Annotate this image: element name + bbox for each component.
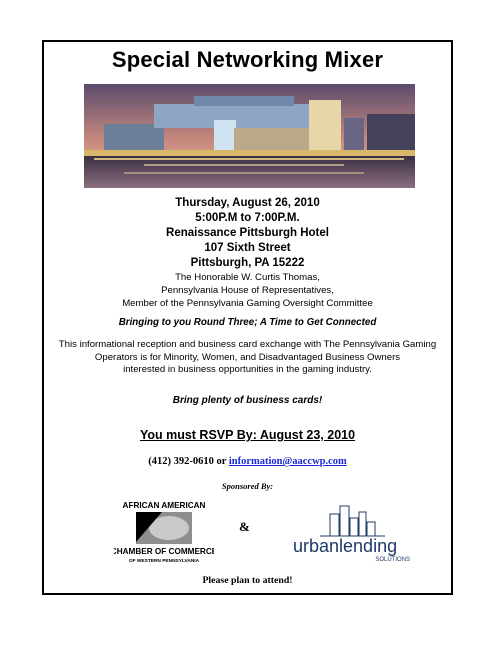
description xyxy=(44,339,451,377)
description-line: This informational reception and business card exchange with The Pennsylvania Gaming xyxy=(58,339,437,350)
honoree-line: Pennsylvania House of Representatives, xyxy=(161,285,334,296)
email-link[interactable]: information@aaccwp.com xyxy=(228,456,347,467)
urban-lending-name: urbanlending xyxy=(293,536,398,556)
flyer xyxy=(42,40,453,595)
ampersand: & xyxy=(239,519,250,534)
event-city: Pittsburgh, PA 15222 xyxy=(190,257,305,269)
event-venue: Renaissance Pittsburgh Hotel xyxy=(166,227,329,239)
flyer-title: Special Networking Mixer xyxy=(111,47,384,72)
event-street: 107 Sixth Street xyxy=(204,242,291,254)
aacc-logo-image xyxy=(114,500,214,564)
urban-lending-sub: SOLUTIONS xyxy=(375,557,410,563)
event-time: 5:00P.M to 7:00P.M. xyxy=(195,212,300,224)
sponsored-by-label: Sponsored By: xyxy=(221,481,274,491)
hotel-photo xyxy=(84,84,415,188)
honoree xyxy=(44,271,451,310)
phone-number: (412) 392-0610 or xyxy=(148,456,229,467)
rsvp-deadline: You must RSVP By: August 23, 2010 xyxy=(139,428,356,442)
event-details xyxy=(44,196,451,271)
description-line: Operators is for Minority, Women, and Disadvantaged Business Owners xyxy=(94,351,401,363)
event-date: Thursday, August 26, 2010 xyxy=(175,197,320,209)
urban-lending-logo xyxy=(290,500,415,564)
hotel-photo-image xyxy=(84,84,415,188)
contact-line xyxy=(44,456,451,467)
aacc-line1: AFRICAN AMERICAN xyxy=(122,501,206,510)
aacc-line2: CHAMBER OF COMMERCE xyxy=(114,547,214,556)
plan-to-attend: Please plan to attend! xyxy=(202,575,293,586)
bring-cards-note: Bring plenty of business cards! xyxy=(172,395,323,406)
honoree-line: The Honorable W. Curtis Thomas, xyxy=(175,272,320,283)
aacc-logo xyxy=(114,500,214,564)
aacc-line3: OF WESTERN PENNSYLVANIA xyxy=(128,559,200,564)
honoree-line: Member of the Pennsylvania Gaming Oversight Committee xyxy=(122,298,373,309)
urban-lending-logo-image xyxy=(290,500,415,564)
description-line: interested in business opportunities in the gaming industry. xyxy=(123,364,372,375)
tagline: Bringing to you Round Three; A Time to Get Connected xyxy=(118,317,377,328)
